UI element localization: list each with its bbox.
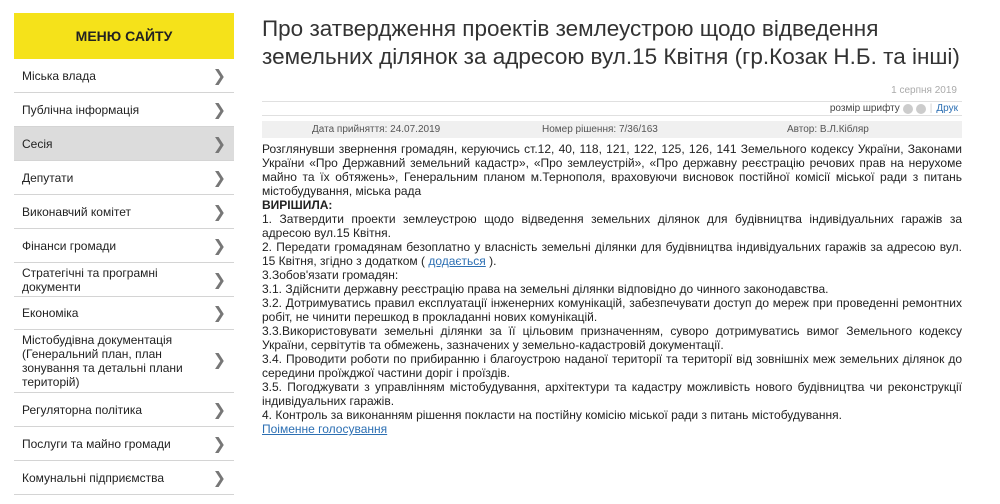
font-decrease-button[interactable] <box>903 104 913 114</box>
sidebar-item-deputies[interactable] <box>14 161 234 195</box>
chevron-right-icon: ❯ <box>212 169 226 187</box>
sidebar-item-label: Економіка <box>22 306 79 320</box>
menu-header: МЕНЮ САЙТУ <box>14 13 234 59</box>
clause-2-text: 2. Передати громадянам безоплатно у власність земельні ділянки для будівництва індивідуальних гаражів за адресою вул. 15 Квітня, згідно з додатком ( <box>262 240 962 268</box>
article-toolbar <box>262 101 962 116</box>
author-info <box>787 124 869 135</box>
clause-3-2: 3.2. Дотримуватись правил експлуатації інженерних комунікацій, забезпечувати доступ до мереж при проведенні ремонтних робіт, не чинити перешкод в прокладанні нових комунікацій. <box>262 296 962 324</box>
clause-3-1: 3.1. Здійснити державну реєстрацію права на земельні ділянки відповідно до чинного законодавства. <box>262 282 829 296</box>
sidebar-item-session[interactable] <box>14 127 234 161</box>
adoption-date: Дата прийняття: 24.07.2019 <box>312 124 441 135</box>
chevron-right-icon: ❯ <box>212 101 226 119</box>
sidebar-item-label: Послуги та майно громади <box>22 436 171 451</box>
clause-2-end: ). <box>485 254 497 268</box>
sidebar-item-public-info[interactable] <box>14 93 234 127</box>
sidebar-item-label: Містобудівна документація (Генеральний план, план зонування та детальні плани територій) <box>22 333 183 389</box>
sidebar-item-city-authority[interactable] <box>14 59 234 93</box>
sidebar-item-urban-planning[interactable] <box>14 330 234 393</box>
sidebar-item-strategic-docs[interactable] <box>14 263 234 297</box>
chevron-right-icon: ❯ <box>212 435 226 453</box>
chevron-right-icon: ❯ <box>212 401 226 419</box>
clause-3-3: 3.3.Використовувати земельні ділянки за її цільовим призначенням, суворо дотримуватись вимог Земельного кодексу України, сервітутів та обмежень, зазначених у земельно-кадастровій документації. <box>262 324 962 352</box>
decision-meta <box>262 121 962 138</box>
chevron-right-icon: ❯ <box>212 352 226 369</box>
decision-number: Номер рішення: 7/36/163 <box>542 124 658 135</box>
roll-call-vote-link[interactable]: Поіменне голосування <box>262 422 388 436</box>
chevron-right-icon: ❯ <box>212 271 226 289</box>
main-content <box>262 15 962 436</box>
sidebar-item-label: Фінанси громади <box>22 238 117 253</box>
sidebar-item-finances[interactable] <box>14 229 234 263</box>
author-name: В.Л.Кібляр <box>819 124 869 135</box>
clause-4: 4. Контроль за виконанням рішення покласти на постійну комісію міської ради з питань містобудування. <box>262 408 842 422</box>
clause-3: 3.Зобов'язати громадян: <box>262 268 399 282</box>
sidebar-item-communal-enterprises[interactable] <box>14 461 234 495</box>
sidebar-item-label: Сесія <box>22 136 53 151</box>
chevron-right-icon: ❯ <box>212 469 226 487</box>
publish-date: 1 серпня 2019 <box>891 85 957 96</box>
intro-paragraph: Розглянувши звернення громадян, керуючись ст.12, 40, 118, 121, 122, 125, 126, 141 Земельного кодексу України, Законами України «Про Державний земельний кадастр», «Про землеустрій», «Про державну реєстрацію речових прав на нерухоме майно та їх обтяжень», Генеральним планом м.Тернополя, враховуючи висновок постійної комісії міської ради з питань містобудування, міська рада <box>262 142 962 198</box>
sidebar-item-economy[interactable] <box>14 297 234 330</box>
clause-2 <box>262 240 962 268</box>
sidebar-item-label: Публічна інформація <box>22 102 140 117</box>
print-link[interactable]: Друк <box>936 103 958 114</box>
page-title: Про затвердження проектів землеустрою щодо відведення земельних ділянок за адресою вул.15 Квітня (гр.Козак Н.Б. та інші) <box>262 16 960 69</box>
chevron-right-icon: ❯ <box>212 67 226 85</box>
vote-paragraph <box>262 422 962 436</box>
author-label: Автор: <box>787 124 818 135</box>
toolbar-divider: | <box>929 103 933 114</box>
sidebar-item-services-property[interactable] <box>14 427 234 461</box>
clause-1: 1. Затвердити проекти землеустрою щодо відведення земельних ділянок для будівництва індивідуальних гаражів за адресою вул.15 Квітня. <box>262 212 962 240</box>
sidebar-item-label: Виконавчий комітет <box>22 204 132 219</box>
sidebar-item-label: Комунальні підприємства <box>22 470 165 485</box>
decision-body <box>262 142 962 436</box>
sidebar-item-label: Регуляторна політика <box>22 402 143 417</box>
sidebar-item-regulatory-policy[interactable] <box>14 393 234 427</box>
resolved-heading: ВИРІШИЛА: <box>262 198 333 212</box>
chevron-right-icon: ❯ <box>212 305 226 322</box>
sidebar-menu <box>14 13 234 495</box>
sidebar-item-label: Депутати <box>22 170 74 185</box>
chevron-right-icon: ❯ <box>212 203 226 221</box>
clause-3-5: 3.5. Погоджувати з управлінням містобудування, архітектури та кадастру можливість нового будівництва чи реконструкції індивідуальних гаражів. <box>262 380 962 408</box>
sidebar-item-executive-committee[interactable] <box>14 195 234 229</box>
font-increase-button[interactable] <box>916 104 926 114</box>
clause-3-4: 3.4. Проводити роботи по прибиранню і благоустрою наданої території та території від зовнішніх меж земельних ділянок до середини проїжджої частини доріг і проїздів. <box>262 352 962 380</box>
font-size-label: розмір шрифту <box>829 103 900 114</box>
chevron-right-icon: ❯ <box>212 135 226 153</box>
chevron-right-icon: ❯ <box>212 237 226 255</box>
sidebar-item-label: Стратегічні та програмні документи <box>22 265 158 294</box>
attachment-link[interactable]: додається <box>428 254 486 268</box>
sidebar-item-label: Міська влада <box>22 68 96 83</box>
